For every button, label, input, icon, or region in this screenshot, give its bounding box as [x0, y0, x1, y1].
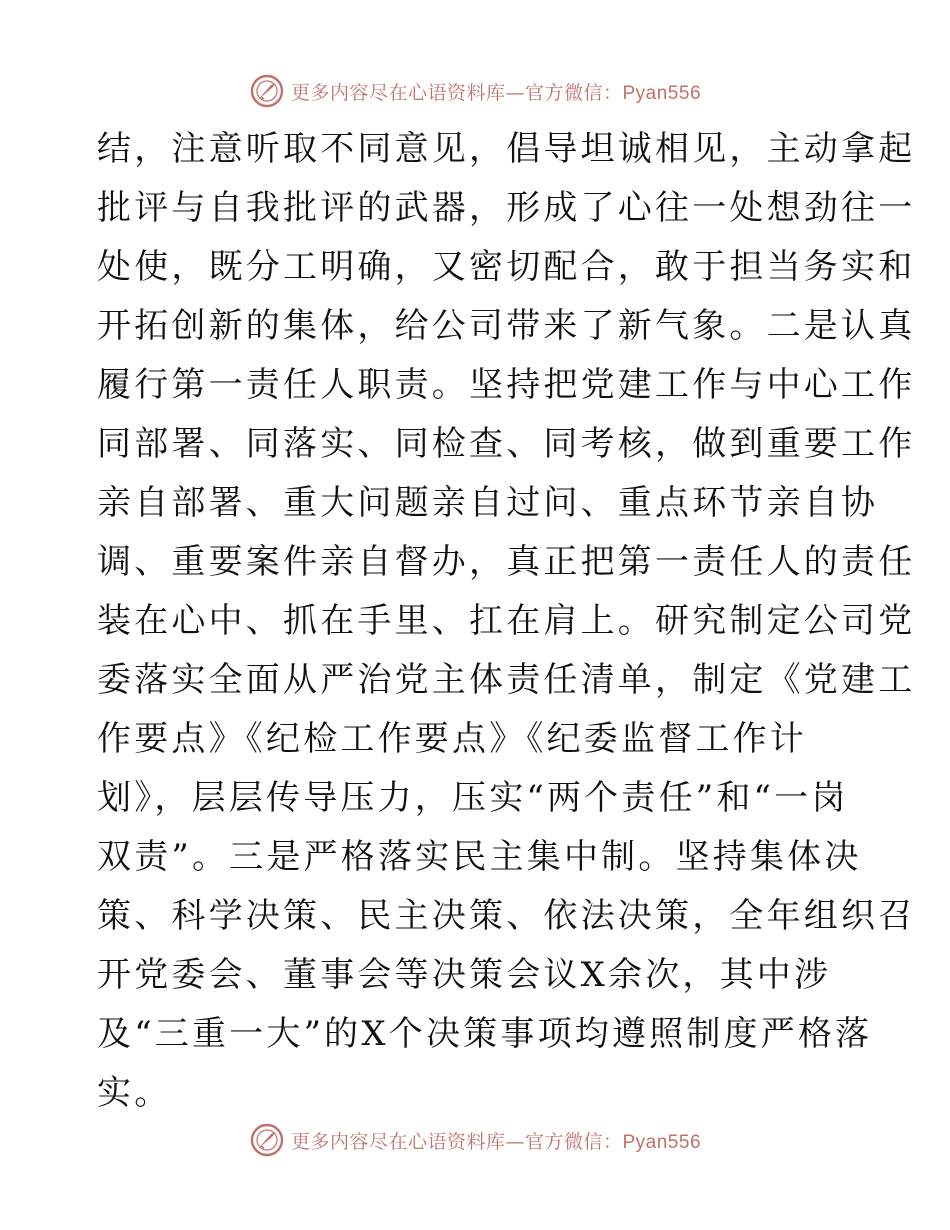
- pen-nib-seal-icon: [249, 1122, 285, 1158]
- body-line: 调、重要案件亲自督办，真正把第一责任人的责任: [97, 542, 916, 582]
- document-body: [97, 120, 916, 1123]
- body-line: 实。: [97, 1073, 172, 1113]
- body-line: 策、科学决策、民主决策、依法决策，全年组织召: [97, 896, 916, 936]
- body-line: 双责”。三是严格落实民主集中制。坚持集体决: [97, 837, 862, 877]
- body-line: 亲自部署、重大问题亲自过问、重点环节亲自协: [97, 483, 879, 523]
- watermark-text: 更多内容尽在心语资料库—官方微信：Pyan556: [290, 81, 702, 104]
- body-line: 开拓创新的集体，给公司带来了新气象。二是认真: [97, 306, 916, 346]
- body-line: 及“三重一大”的X个决策事项均遵照制度严格落: [97, 1014, 873, 1054]
- body-line: 批评与自我批评的武器，形成了心往一处想劲往一: [97, 188, 916, 228]
- body-line: 结，注意听取不同意见，倡导坦诚相见，主动拿起: [97, 129, 916, 169]
- footer-watermark: [0, 1120, 950, 1160]
- header-watermark: [0, 71, 950, 111]
- body-line: 装在心中、抓在手里、扛在肩上。研究制定公司党: [97, 601, 916, 641]
- pen-nib-seal-icon: [249, 73, 285, 109]
- body-line: 处使，既分工明确，又密切配合，敢于担当务实和: [97, 247, 916, 287]
- body-line: 划》，层层传导压力，压实“两个责任”和“一岗: [97, 778, 849, 818]
- body-line: 履行第一责任人职责。坚持把党建工作与中心工作: [97, 365, 916, 405]
- body-line: 作要点》《纪检工作要点》《纪委监督工作计: [97, 719, 807, 759]
- watermark-text: 更多内容尽在心语资料库—官方微信：Pyan556: [290, 1130, 702, 1153]
- body-line: 委落实全面从严治党主体责任清单，制定《党建工: [97, 660, 916, 700]
- body-line: 开党委会、董事会等决策会议X余次，其中涉: [97, 955, 832, 995]
- body-line: 同部署、同落实、同检查、同考核，做到重要工作: [97, 424, 916, 464]
